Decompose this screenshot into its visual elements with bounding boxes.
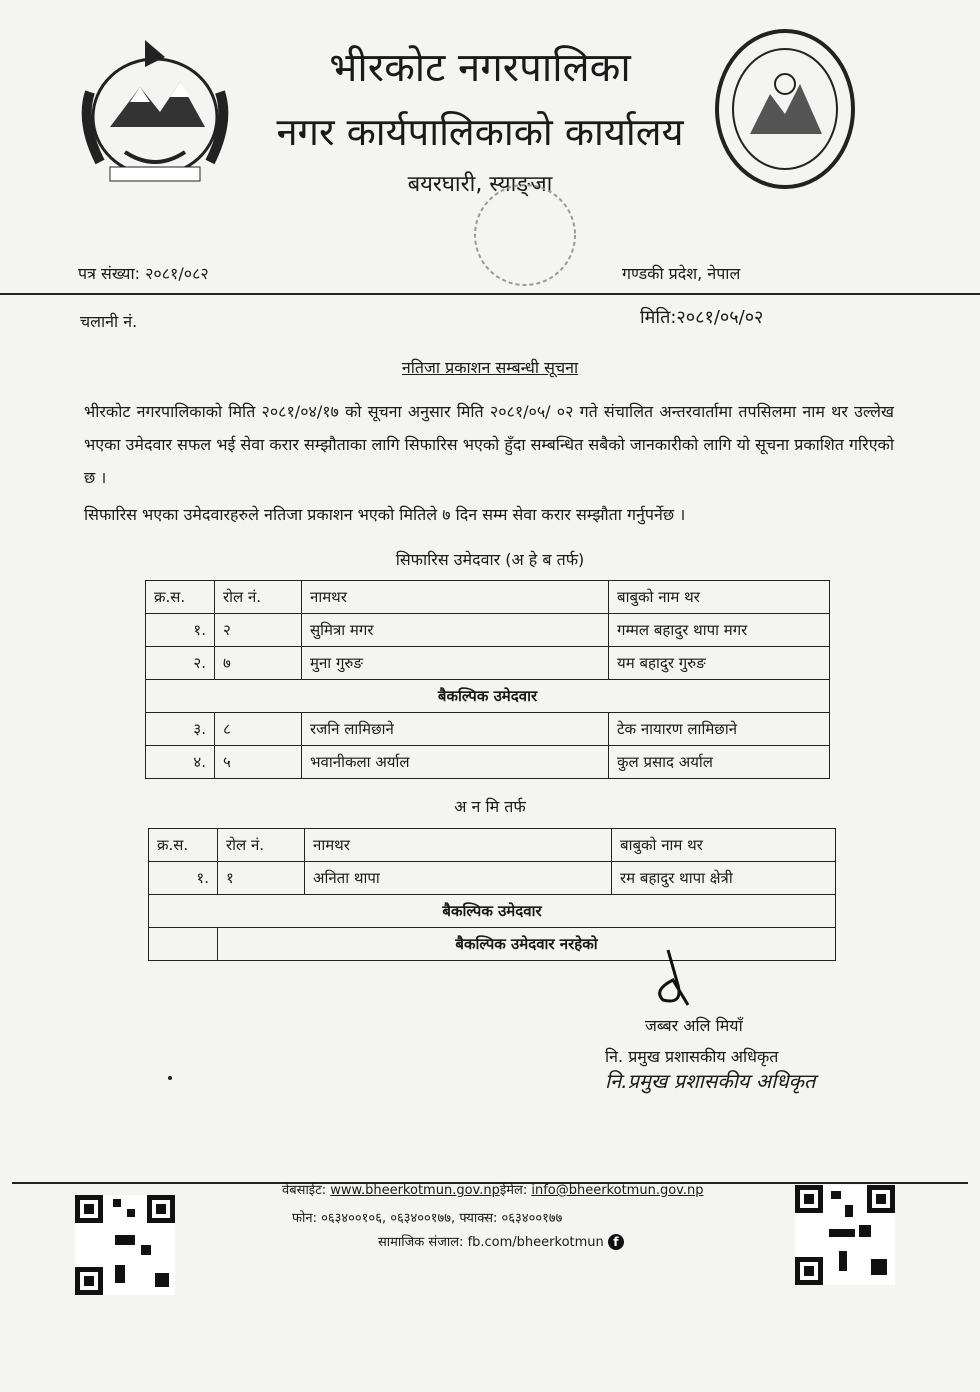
table-row	[149, 928, 836, 961]
cell-roll: ७	[215, 647, 302, 680]
table-header-row	[149, 829, 836, 862]
no-alternate-note: बैकल्पिक उमेदवार नरहेको	[218, 928, 836, 961]
website-label: वेबसाईट:	[282, 1183, 327, 1198]
office-subtitle: नगर कार्यपालिकाको कार्यालय	[276, 110, 684, 154]
header-cell: क्र.स.	[149, 829, 218, 862]
notice-paragraph-1: भीरकोट नगरपालिकाको मिति २०८१/०४/१७ को सूचना अनुसार मिति २०८१/०५/ ०२ गते संचालित अन्तरवार्तामा तपसिलमा नाम थर उल्लेख भएका उमेदवार सफल भई सेवा करार सम्झौताका लागि सिफारिस भएको हुँदा सम्बन्धित सबैको जानकारीको लागि यो सूचना प्रकाशित गरिएको छ ।	[84, 402, 894, 487]
municipality-seal-logo	[710, 24, 860, 194]
province: गण्डकी प्रदेश, नेपाल	[622, 264, 741, 283]
signatory-designation: नि. प्रमुख प्रशासकीय अधिकृत	[605, 1047, 779, 1066]
cell-father: यम बहादुर गुरुङ	[609, 647, 830, 680]
qr-code-right	[795, 1185, 895, 1285]
cell-name: सुमित्रा मगर	[302, 614, 609, 647]
office-stamp	[440, 180, 600, 300]
cell-roll: ५	[215, 746, 302, 779]
header-cell: नामथर	[305, 829, 612, 862]
notice-subject: नतिजा प्रकाशन सम्बन्धी सूचना	[401, 358, 579, 377]
social-label: सामाजिक संजाल:	[378, 1235, 464, 1250]
header-cell: बाबुको नाम थर	[609, 581, 830, 614]
social-link[interactable]: fb.com/bheerkotmun	[467, 1235, 604, 1250]
anami-candidates-table	[148, 828, 836, 961]
signature-mark	[648, 945, 698, 1015]
header-cell: रोल नं.	[215, 581, 302, 614]
footer-web-email	[282, 1180, 703, 1198]
cell-sn: ३.	[146, 713, 215, 746]
footer-phone: फोन: ०६३४००१०६, ०६३४००१७७, फ्याक्स: ०६३४००१७७	[292, 1211, 563, 1226]
cell-sn: १.	[149, 862, 218, 895]
cell-roll: ८	[215, 713, 302, 746]
table2-caption: अ न मि तर्फ	[454, 797, 526, 816]
ink-dot	[168, 1076, 172, 1080]
signatory-name: जब्बर अलि मियाँ	[645, 1016, 743, 1035]
recommended-candidates-table	[145, 580, 830, 779]
facebook-icon: f	[608, 1234, 624, 1250]
email-label: ईमेल:	[499, 1183, 528, 1198]
table-row	[146, 713, 830, 746]
qr-code-left	[75, 1195, 175, 1295]
office-title: भीरकोट नगरपालिका	[329, 45, 631, 91]
header-divider	[0, 293, 980, 295]
letter-date: मिति:२०८१/०५/०२	[640, 307, 764, 328]
header-cell: नामथर	[302, 581, 609, 614]
cell-roll: २	[215, 614, 302, 647]
cell-empty	[149, 928, 218, 961]
header-cell: बाबुको नाम थर	[612, 829, 836, 862]
cell-sn: ४.	[146, 746, 215, 779]
header-cell: क्र.स.	[146, 581, 215, 614]
cell-father: कुल प्रसाद अर्याल	[609, 746, 830, 779]
footer-social	[378, 1232, 624, 1250]
table-row	[149, 862, 836, 895]
notice-paragraph-2: सिफारिस भएका उमेदवारहरुले नतिजा प्रकाशन भएको मितिले ७ दिन सम्म सेवा करार सम्झौता गर्नुपर्नेछ ।	[84, 505, 686, 524]
alternate-label-row	[146, 680, 830, 713]
cell-father: गम्मल बहादुर थापा मगर	[609, 614, 830, 647]
alternate-label: बैकल्पिक उमेदवार	[149, 895, 836, 928]
cell-name: भवानीकला अर्याल	[302, 746, 609, 779]
website-link[interactable]: www.bheerkotmun.gov.np	[330, 1183, 500, 1198]
table-row	[146, 647, 830, 680]
table-header-row	[146, 581, 830, 614]
alternate-label-row	[149, 895, 836, 928]
cell-name: अनिता थापा	[305, 862, 612, 895]
alternate-label: बैकल्पिक उमेदवार	[146, 680, 830, 713]
cell-name: रजनि लामिछाने	[302, 713, 609, 746]
designation-stamp: नि.प्रमुख प्रशासकीय अधिकृत	[605, 1069, 816, 1093]
cell-sn: २.	[146, 647, 215, 680]
header-cell: रोल नं.	[218, 829, 305, 862]
letter-number: पत्र संख्या: २०८१/०८२	[78, 264, 209, 283]
email-link[interactable]: info@bheerkotmun.gov.np	[531, 1183, 704, 1198]
cell-sn: १.	[146, 614, 215, 647]
dispatch-number: चलानी नं.	[80, 312, 138, 331]
table-row	[146, 746, 830, 779]
office-address: बयरघारी, स्याङ्जा	[407, 172, 553, 197]
nepal-emblem-logo	[70, 32, 240, 192]
cell-father: रम बहादुर थापा क्षेत्री	[612, 862, 836, 895]
table-row	[146, 614, 830, 647]
cell-roll: १	[218, 862, 305, 895]
cell-name: मुना गुरुङ	[302, 647, 609, 680]
table1-caption: सिफारिस उमेदवार (अ हे ब तर्फ)	[395, 550, 585, 569]
cell-father: टेक नायारण लामिछाने	[609, 713, 830, 746]
